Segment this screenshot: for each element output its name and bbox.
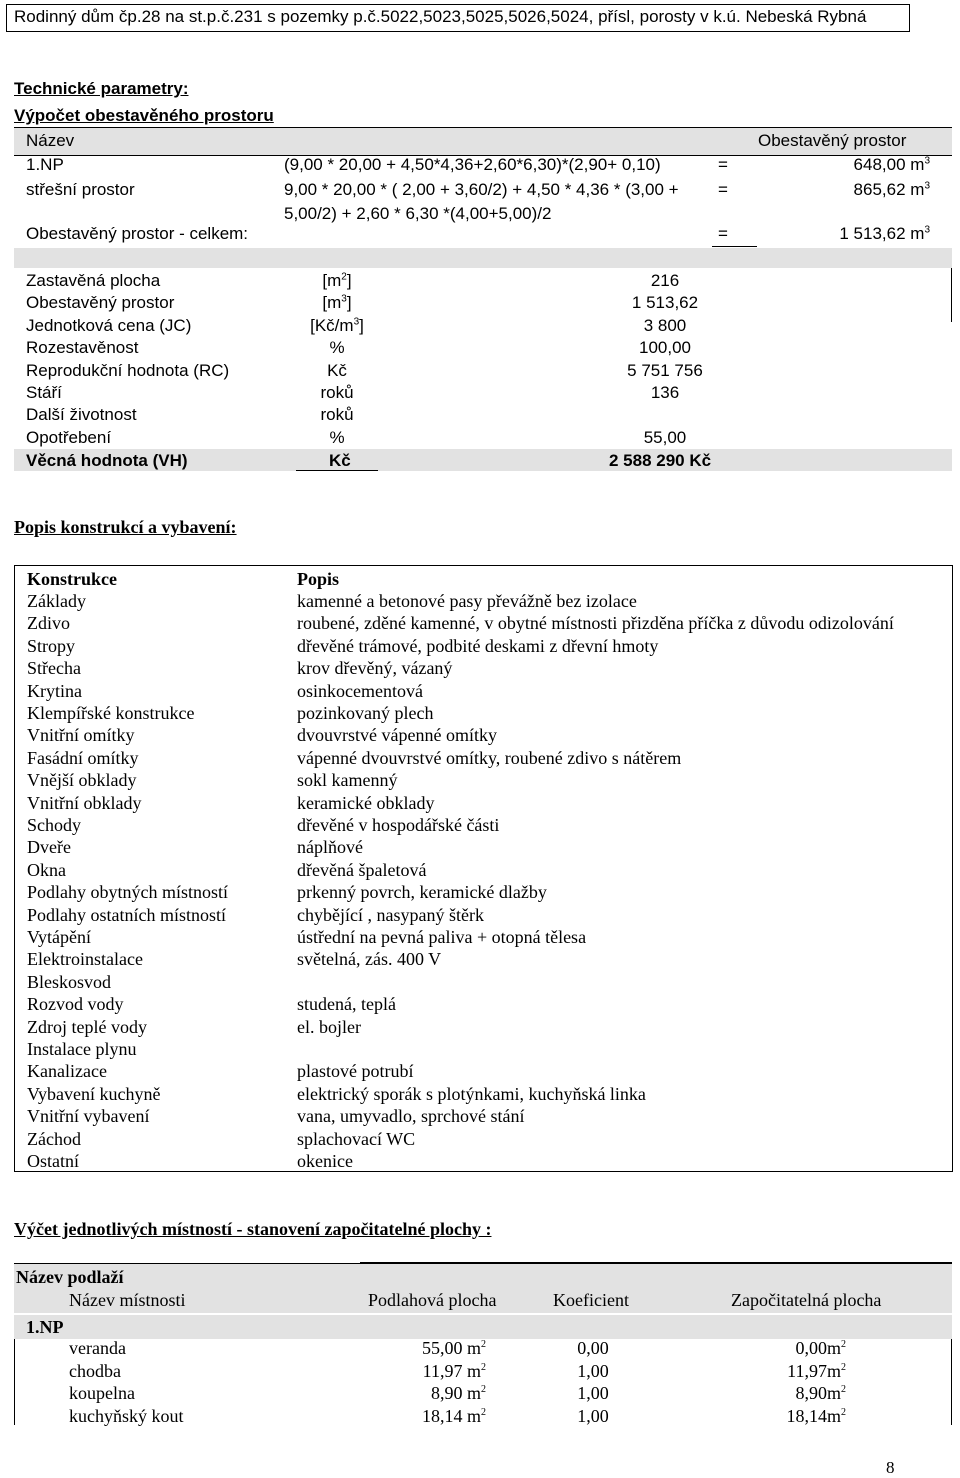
valuation-value: 55,00 — [643, 427, 687, 447]
section-divider — [14, 248, 952, 268]
construction-item: Fasádní omítky — [27, 747, 139, 768]
construction-item: Podlahy ostatních místností — [27, 904, 227, 925]
total-underline — [712, 246, 757, 247]
valuation-value: 1 513,62 — [631, 293, 699, 313]
col-area: Podlahová plocha — [368, 1290, 497, 1310]
construction-desc: okenice — [297, 1151, 353, 1171]
vh-unit: Kč — [329, 451, 351, 470]
construction-desc: náplňové — [297, 837, 363, 858]
valuation-unit: Kč — [327, 360, 347, 380]
construction-item: Bleskosvod — [27, 971, 112, 992]
vh-label: Věcná hodnota (VH) — [26, 451, 188, 470]
construction-item: Vnitřní obklady — [27, 792, 142, 813]
tech-heading: Technické parametry: — [14, 79, 189, 98]
valuation-unit: $[Kč/m^3]$ — [310, 315, 364, 335]
construction-desc: keramické obklady — [297, 792, 435, 813]
construction-item: Kanalizace — [27, 1061, 107, 1082]
document-title: Rodinný dům čp.28 na st.p.č.231 s pozemky p.č.5022,5023,5025,5026,5024, přísl, porosty v k.ú. Nebeská Rybná — [14, 7, 867, 26]
room-coef: 1,00 — [577, 1383, 609, 1404]
room-name: kuchyňský kout — [69, 1405, 184, 1426]
construction-item: Záchod — [27, 1128, 81, 1149]
room-name: koupelna — [69, 1383, 135, 1404]
construction-item: Vnější obklady — [27, 770, 137, 791]
floor-header: Název podlaží — [16, 1267, 124, 1287]
construction-item: Schody — [27, 815, 81, 835]
construction-item: Dveře — [27, 837, 71, 858]
room-area: 8,90 $m^2$ — [430, 1383, 486, 1404]
valuation-label: Jednotková cena (JC) — [26, 315, 192, 335]
construction-desc: roubené, zděné kamenné, v obytné místnosti přizděna příčka z důvodu odizolování — [297, 613, 894, 634]
valuation-label: Zastavěná plocha — [26, 271, 161, 290]
construction-col2: Popis — [297, 569, 340, 589]
valuation-unit: roků — [320, 383, 354, 402]
room-coef: 1,00 — [577, 1405, 609, 1426]
construction-desc: světelná, zás. 400 V — [297, 949, 442, 970]
valuation-value: 3 800 — [643, 315, 687, 335]
room-counted: $18,14m^2$ — [786, 1405, 846, 1426]
valuation-label: Rozestavěnost — [26, 338, 139, 358]
construction-desc: kamenné a betonové pasy převážně bez izolace — [297, 591, 637, 611]
total-value: 1 513,62 $m^3$ — [839, 224, 930, 243]
tech-row-formula-cont: 5,00/2) + 2,60 * 6,30 *(4,00+5,00)/2 — [284, 204, 552, 223]
col-coef: Koeficient — [553, 1290, 629, 1310]
valuation-label: Obestavěný prostor — [26, 293, 175, 313]
valuation-unit: $[m^2]$ — [322, 271, 352, 290]
construction-desc: elektrický sporák s plotýnkami, kuchyňská linka — [297, 1083, 646, 1104]
construction-item: Rozvod vody — [27, 994, 124, 1015]
construction-desc: osinkocementová — [297, 680, 423, 701]
rooms-heading: Výčet jednotlivých místností - stanovení započitatelné plochy : — [14, 1219, 492, 1239]
construction-desc: el. bojler — [297, 1016, 361, 1037]
construction-desc: dřevěné trámové, podbité deskami z dřevní hmoty — [297, 635, 659, 656]
room-name: chodba — [69, 1360, 121, 1381]
right-border — [951, 268, 952, 322]
construction-item: Základy — [27, 591, 86, 611]
construction-desc: ústřední na pevná paliva + otopná tělesa — [297, 927, 587, 947]
rooms-left-border — [14, 1339, 15, 1425]
room-area: 18,14 $m^2$ — [421, 1405, 486, 1426]
tech-row-value: 648,00 $m^3$ — [853, 155, 930, 174]
construction-desc: dřevěná špaletová — [297, 859, 427, 880]
construction-item: Zdroj teplé vody — [27, 1016, 147, 1037]
valuation-label: Opotřebení — [26, 427, 112, 447]
construction-desc: sokl kamenný — [297, 770, 398, 791]
valuation-label: Stáří — [26, 383, 62, 402]
floor-label: 1.NP — [26, 1317, 64, 1337]
room-coef: 0,00 — [577, 1338, 609, 1358]
page-number: 8 — [886, 1458, 895, 1477]
construction-item: Vnitřní vybavení — [27, 1106, 150, 1127]
construction-col1: Konstrukce — [27, 569, 117, 589]
room-counted: $8,90m^2$ — [795, 1383, 846, 1404]
construction-item: Instalace plynu — [27, 1039, 137, 1059]
tech-row-formula: 9,00 * 20,00 * ( 2,00 + 3,60/2) + 4,50 * 4,36 * (3,00 + — [284, 180, 679, 199]
construction-item: Okna — [27, 859, 66, 880]
construction-desc: plastové potrubí — [297, 1061, 414, 1082]
tech-row-formula: (9,00 * 20,00 + 4,50*4,36+2,60*6,30)*(2,90+ 0,10) — [284, 155, 661, 174]
vh-unit-underline — [296, 470, 378, 471]
col-name-header: Název — [26, 131, 75, 150]
total-eq: = — [718, 224, 728, 243]
construction-desc: studená, teplá — [297, 994, 396, 1015]
valuation-label: Další životnost — [26, 405, 137, 425]
construction-item: Vnitřní omítky — [27, 725, 135, 746]
valuation-value: 216 — [650, 271, 680, 290]
valuation-value: 100,00 — [639, 338, 691, 358]
construction-item: Stropy — [27, 635, 76, 656]
valuation-unit: $[m^3]$ — [322, 293, 352, 313]
construction-item: Klempířské konstrukce — [27, 703, 195, 723]
construction-item: Vytápění — [27, 927, 91, 947]
construction-desc: splachovací WC — [297, 1128, 416, 1149]
col-counted: Započitatelná plocha — [731, 1290, 882, 1310]
room-area: 55,00 $m^2$ — [421, 1338, 486, 1358]
room-coef: 1,00 — [577, 1360, 609, 1381]
valuation-value: 5 751 756 — [627, 360, 703, 380]
valuation-unit: % — [329, 427, 345, 447]
valuation-label: Reprodukční hodnota (RC) — [26, 360, 230, 380]
rooms-header-line — [360, 1262, 952, 1263]
room-counted: $0,00m^2$ — [795, 1338, 846, 1358]
construction-desc: vápenné dvouvrstvé omítky, roubené zdivo s nátěrem — [297, 747, 682, 768]
vh-value: 2 588 290 Kč — [609, 451, 712, 470]
construction-desc: krov dřevěný, vázaný — [297, 658, 453, 679]
col-room: Název místnosti — [69, 1290, 186, 1310]
room-name: veranda — [69, 1338, 126, 1358]
room-counted: $11,97m^2$ — [787, 1360, 846, 1381]
tech-subheading: Výpočet obestavěného prostoru — [14, 106, 274, 125]
col-value-header: Obestavěný prostor — [758, 131, 907, 150]
construction-item: Střecha — [27, 658, 81, 679]
construction-item: Vybavení kuchyně — [27, 1083, 161, 1104]
valuation-unit: roků — [320, 405, 354, 425]
construction-item: Zdivo — [27, 613, 70, 634]
construction-item: Ostatní — [27, 1151, 79, 1171]
construction-desc: dvouvrstvé vápenné omítky — [297, 725, 497, 746]
rooms-right-border — [951, 1339, 952, 1425]
tech-row-value: 865,62 $m^3$ — [853, 180, 930, 199]
room-area: 11,97 $m^2$ — [422, 1360, 486, 1381]
valuation-unit: % — [329, 338, 345, 358]
tech-row-name: střešní prostor — [26, 180, 135, 199]
construction-desc: dřevěné v hospodářské části — [297, 815, 500, 835]
tech-row-name: 1.NP — [26, 155, 64, 174]
construction-desc: vana, umyvadlo, sprchové stání — [297, 1106, 525, 1127]
construction-heading: Popis konstrukcí a vybavení: — [14, 517, 237, 537]
construction-item: Elektroinstalace — [27, 949, 143, 970]
construction-desc: prkenný povrch, keramické dlažby — [297, 882, 547, 903]
tech-row-eq: = — [718, 180, 728, 199]
total-label: Obestavěný prostor - celkem: — [26, 224, 249, 243]
valuation-value: 136 — [650, 383, 680, 402]
tech-row-eq: = — [718, 155, 728, 174]
construction-item: Podlahy obytných místností — [27, 882, 229, 903]
floor-row — [14, 1315, 952, 1339]
construction-item: Krytina — [27, 680, 82, 701]
construction-desc: pozinkovaný plech — [297, 703, 434, 723]
construction-desc: chybějící , nasypaný štěrk — [297, 904, 484, 925]
